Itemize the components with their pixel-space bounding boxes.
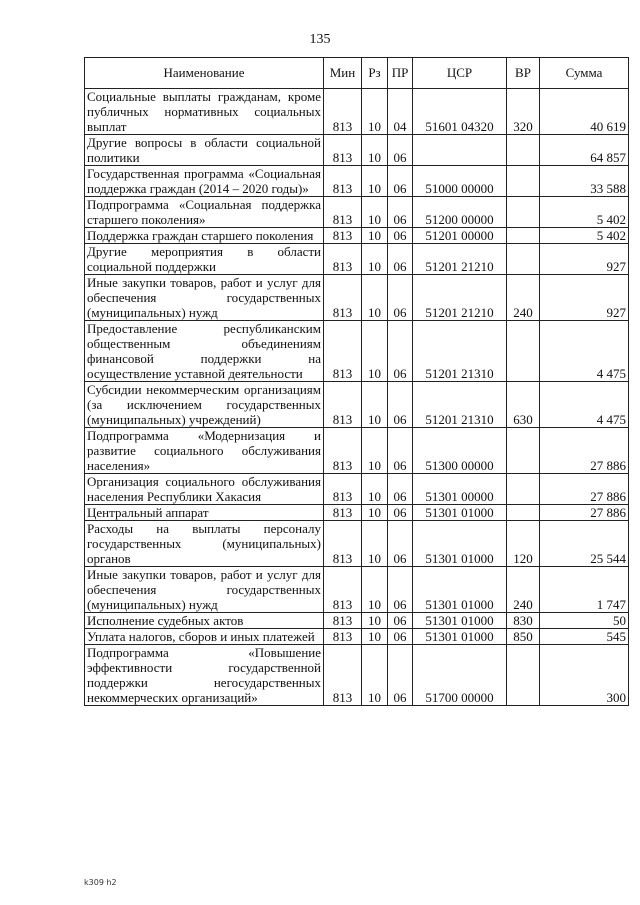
row-csr: 51201 21310 (413, 382, 507, 428)
row-csr (413, 135, 507, 166)
row-rz: 10 (362, 382, 388, 428)
row-pr: 06 (388, 428, 413, 474)
row-csr: 51201 00000 (413, 228, 507, 244)
row-name: Субсидии некоммерческим организациям (за исключением государственных (муниципальных) учреждений) (85, 382, 324, 428)
row-min: 813 (324, 382, 362, 428)
row-rz: 10 (362, 321, 388, 382)
column-header-csr: ЦСР (413, 58, 507, 89)
row-vr (507, 505, 540, 521)
table-row (85, 382, 629, 428)
table-header-row (85, 58, 629, 89)
row-name: Поддержка граждан старшего поколения (85, 228, 324, 244)
row-name: Государственная программа «Социальная поддержка граждан (2014 – 2020 годы)» (85, 166, 324, 197)
table-row (85, 567, 629, 613)
row-min: 813 (324, 244, 362, 275)
row-pr: 06 (388, 521, 413, 567)
row-min: 813 (324, 474, 362, 505)
column-header-sum: Сумма (540, 58, 629, 89)
row-sum: 927 (540, 275, 629, 321)
table-row (85, 89, 629, 135)
row-vr: 120 (507, 521, 540, 567)
row-pr: 06 (388, 567, 413, 613)
row-csr: 51301 01000 (413, 567, 507, 613)
table-row (85, 166, 629, 197)
row-csr: 51301 01000 (413, 629, 507, 645)
row-min: 813 (324, 275, 362, 321)
row-name: Подпрограмма «Модернизация и развитие социального обслуживания населения» (85, 428, 324, 474)
row-pr: 06 (388, 166, 413, 197)
column-header-name: Наименование (85, 58, 324, 89)
row-vr: 240 (507, 275, 540, 321)
row-vr: 320 (507, 89, 540, 135)
row-pr: 06 (388, 382, 413, 428)
row-csr: 51200 00000 (413, 197, 507, 228)
row-sum: 545 (540, 629, 629, 645)
row-min: 813 (324, 228, 362, 244)
row-min: 813 (324, 521, 362, 567)
row-vr (507, 428, 540, 474)
row-vr (507, 321, 540, 382)
row-min: 813 (324, 567, 362, 613)
row-vr (507, 197, 540, 228)
row-csr: 51300 00000 (413, 428, 507, 474)
row-min: 813 (324, 166, 362, 197)
table-row (85, 197, 629, 228)
table-row (85, 244, 629, 275)
row-name: Другие мероприятия в области социальной поддержки (85, 244, 324, 275)
row-pr: 06 (388, 228, 413, 244)
row-pr: 06 (388, 474, 413, 505)
row-csr: 51000 00000 (413, 166, 507, 197)
row-csr: 51601 04320 (413, 89, 507, 135)
row-rz: 10 (362, 135, 388, 166)
row-name: Иные закупки товаров, работ и услуг для обеспечения государственных (муниципальных) нужд (85, 275, 324, 321)
row-rz: 10 (362, 275, 388, 321)
table-row (85, 228, 629, 244)
row-name: Организация социального обслуживания населения Республики Хакасия (85, 474, 324, 505)
row-rz: 10 (362, 228, 388, 244)
row-pr: 04 (388, 89, 413, 135)
row-csr: 51301 01000 (413, 521, 507, 567)
row-vr (507, 645, 540, 706)
table-row (85, 629, 629, 645)
row-min: 813 (324, 321, 362, 382)
row-name: Центральный аппарат (85, 505, 324, 521)
row-csr: 51301 01000 (413, 613, 507, 629)
row-pr: 06 (388, 135, 413, 166)
row-vr (507, 166, 540, 197)
row-vr: 850 (507, 629, 540, 645)
column-header-vr: ВР (507, 58, 540, 89)
row-vr: 240 (507, 567, 540, 613)
row-name: Предоставление республиканским общественным объединениям финансовой поддержки на осуществление уставной деятельности (85, 321, 324, 382)
row-sum: 300 (540, 645, 629, 706)
row-rz: 10 (362, 567, 388, 613)
row-sum: 40 619 (540, 89, 629, 135)
row-rz: 10 (362, 629, 388, 645)
row-rz: 10 (362, 197, 388, 228)
row-name: Уплата налогов, сборов и иных платежей (85, 629, 324, 645)
table-row (85, 275, 629, 321)
row-csr: 51201 21210 (413, 275, 507, 321)
row-pr: 06 (388, 645, 413, 706)
column-header-rz: Рз (362, 58, 388, 89)
table-row (85, 428, 629, 474)
row-sum: 50 (540, 613, 629, 629)
row-min: 813 (324, 613, 362, 629)
row-name: Другие вопросы в области социальной политики (85, 135, 324, 166)
row-vr (507, 474, 540, 505)
table-row (85, 135, 629, 166)
row-rz: 10 (362, 645, 388, 706)
row-rz: 10 (362, 505, 388, 521)
row-sum: 1 747 (540, 567, 629, 613)
table-row (85, 474, 629, 505)
row-sum: 64 857 (540, 135, 629, 166)
row-pr: 06 (388, 197, 413, 228)
row-rz: 10 (362, 244, 388, 275)
row-sum: 27 886 (540, 505, 629, 521)
row-vr (507, 135, 540, 166)
row-name: Иные закупки товаров, работ и услуг для обеспечения государственных (муниципальных) нужд (85, 567, 324, 613)
row-sum: 33 588 (540, 166, 629, 197)
row-sum: 25 544 (540, 521, 629, 567)
column-header-min: Мин (324, 58, 362, 89)
table-row (85, 505, 629, 521)
page-number: 135 (309, 32, 331, 47)
row-rz: 10 (362, 166, 388, 197)
row-rz: 10 (362, 428, 388, 474)
row-pr: 06 (388, 321, 413, 382)
row-vr: 630 (507, 382, 540, 428)
row-rz: 10 (362, 613, 388, 629)
row-min: 813 (324, 428, 362, 474)
row-sum: 927 (540, 244, 629, 275)
row-pr: 06 (388, 275, 413, 321)
row-min: 813 (324, 197, 362, 228)
row-min: 813 (324, 629, 362, 645)
row-name: Подпрограмма «Повышение эффективности государственной поддержки негосударственных некоммерческих организаций» (85, 645, 324, 706)
row-name: Исполнение судебных актов (85, 613, 324, 629)
row-name: Расходы на выплаты персоналу государственных (муниципальных) органов (85, 521, 324, 567)
row-pr: 06 (388, 613, 413, 629)
row-rz: 10 (362, 521, 388, 567)
row-csr: 51301 01000 (413, 505, 507, 521)
row-sum: 4 475 (540, 382, 629, 428)
row-csr: 51301 00000 (413, 474, 507, 505)
row-pr: 06 (388, 505, 413, 521)
row-pr: 06 (388, 244, 413, 275)
row-name: Социальные выплаты гражданам, кроме публичных нормативных социальных выплат (85, 89, 324, 135)
row-csr: 51201 21310 (413, 321, 507, 382)
row-csr: 51201 21210 (413, 244, 507, 275)
row-sum: 4 475 (540, 321, 629, 382)
row-csr: 51700 00000 (413, 645, 507, 706)
row-rz: 10 (362, 474, 388, 505)
row-rz: 10 (362, 89, 388, 135)
row-vr (507, 244, 540, 275)
row-vr (507, 228, 540, 244)
row-sum: 27 886 (540, 428, 629, 474)
row-vr: 830 (507, 613, 540, 629)
footer-document-code: k309 h2 (84, 878, 117, 887)
row-min: 813 (324, 89, 362, 135)
budget-table (84, 57, 629, 706)
row-sum: 27 886 (540, 474, 629, 505)
row-min: 813 (324, 645, 362, 706)
table-row (85, 645, 629, 706)
row-sum: 5 402 (540, 197, 629, 228)
row-name: Подпрограмма «Социальная поддержка старшего поколения» (85, 197, 324, 228)
table-row (85, 613, 629, 629)
table-row (85, 321, 629, 382)
row-min: 813 (324, 505, 362, 521)
row-pr: 06 (388, 629, 413, 645)
column-header-pr: ПР (388, 58, 413, 89)
row-min: 813 (324, 135, 362, 166)
table-row (85, 521, 629, 567)
row-sum: 5 402 (540, 228, 629, 244)
